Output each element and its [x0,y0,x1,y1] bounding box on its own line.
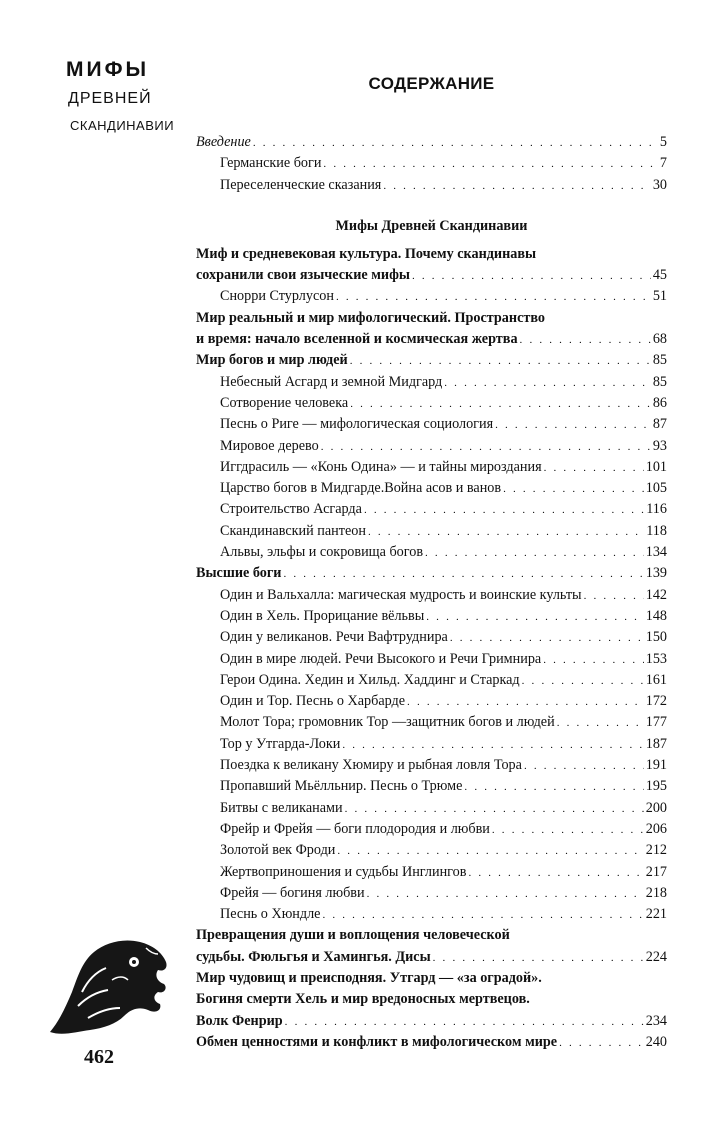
toc-entry-page: 191 [645,757,667,774]
toc-entry-page: 148 [645,607,667,624]
toc-entry-title: Строительство Асгарда [220,501,362,518]
toc-entry [196,542,667,563]
table-of-contents [196,132,667,1053]
toc-entry-title: Мир чудовищ и преисподняя. Утгард — «за оградой». [196,969,542,986]
toc-entry-title: Германские боги [220,155,322,172]
toc-entry-page: 85 [652,373,667,390]
dot-leader [503,479,644,499]
dot-leader [495,415,651,435]
toc-entries-list [196,244,667,1053]
dot-leader [350,394,651,414]
toc-entry-page: 30 [652,176,667,193]
toc-entry-title: Молот Тора; громовник Тор —защитник богов и людей [220,714,555,731]
toc-entry-page: 212 [645,842,667,859]
toc-entry-intro [196,132,667,153]
dot-leader [425,543,644,563]
toc-entry [196,499,667,520]
toc-entry-title: и время: начало вселенной и космическая жертва [196,331,518,348]
toc-entry-page: 172 [645,693,667,710]
dot-leader [522,671,644,691]
page-margin [0,0,190,1133]
toc-entry-title: Герои Одина. Хедин и Хильд. Хаддинг и Старкад [220,671,520,688]
dot-leader [444,373,651,393]
toc-entry-page: 217 [645,863,667,880]
toc-entry [196,372,667,393]
toc-entry-title: Альвы, эльфы и сокровища богов [220,544,424,561]
toc-entry [196,265,667,286]
toc-entry-title: Превращения души и воплощения человеческой [196,927,510,944]
dot-leader [345,799,644,819]
toc-entry-page: 187 [645,735,667,752]
toc-entry-title: Введение [196,134,251,150]
dot-leader [412,266,651,286]
toc-entry-title: Фрейя — богиня любви [220,884,365,901]
toc-entry-page: 5 [659,134,667,150]
toc-entry-title: Один и Вальхалла: магическая мудрость и воинские культы [220,586,582,603]
toc-entry-page: 206 [645,820,667,837]
toc-entry [196,393,667,414]
dot-leader [285,1012,644,1032]
dot-leader [342,735,643,755]
toc-entry [196,153,667,174]
toc-entry-title: Поездка к великану Хюмиру и рыбная ловля Тора [220,757,522,774]
dot-leader [524,756,644,776]
toc-entry-page: 85 [652,352,667,369]
toc-entry-title: Мировое дерево [220,437,319,454]
dot-leader [367,884,644,904]
toc-entry-page: 93 [652,437,667,454]
toc-entry-title: Фрейр и Фрейя — боги плодородия и любви [220,820,490,837]
toc-entry-title: Жертвоприношения и судьбы Инглингов [220,863,467,880]
toc-entry-page: 45 [652,267,667,284]
toc-entry-page: 150 [645,629,667,646]
toc-entry-page: 177 [645,714,667,731]
book-title-line3: СКАНДИНАВИИ [70,118,175,133]
toc-entry-title: Тор у Утгарда-Локи [220,735,341,752]
toc-entry-title: Снорри Стурлусон [220,288,334,305]
dot-leader [584,586,644,606]
toc-entry-page: 101 [645,458,667,475]
toc-entry [196,1032,667,1053]
dot-leader [543,650,644,670]
toc-entry [196,478,667,499]
toc-entry [196,968,667,989]
toc-entry-title: Высшие боги [196,565,282,582]
toc-entry-page: 218 [645,884,667,901]
toc-entry-title: Песнь о Хюндле [220,906,321,923]
toc-entry-page: 116 [646,501,667,518]
toc-entry [196,627,667,648]
toc-entry [196,649,667,670]
toc-entry [196,819,667,840]
toc-entry [196,734,667,755]
toc-entry [196,798,667,819]
toc-entry-title: Обмен ценностями и конфликт в мифологическом мире [196,1033,558,1050]
toc-entry-title: сохранили свои языческие мифы [196,267,410,284]
toc-entry [196,563,667,584]
toc-entry [196,776,667,797]
dot-leader [426,607,643,627]
dot-leader [337,841,643,861]
toc-entry-page: 68 [652,331,667,348]
toc-entry [196,862,667,883]
toc-entry [196,989,667,1010]
toc-entry [196,840,667,861]
dot-leader [407,692,644,712]
toc-entry [196,585,667,606]
dot-leader [433,948,644,968]
dot-leader [283,564,643,584]
contents-heading: СОДЕРЖАНИЕ [368,74,495,93]
toc-entry-page: 86 [652,394,667,411]
toc-entry-title: Один в мире людей. Речи Высокого и Речи Гримнира [220,650,542,667]
toc-entry-page: 153 [645,650,667,667]
toc-entry [196,244,667,265]
toc-entry [196,755,667,776]
dot-leader [559,1033,644,1053]
dot-leader [322,905,643,925]
toc-entry-page: 224 [645,948,667,965]
page-number: 462 [84,1046,114,1068]
toc-entry-page: 195 [645,778,667,795]
toc-entry-page: 7 [659,155,667,172]
toc-entry-title: Небесный Асгард и земной Мидгард [220,373,443,390]
toc-entry [196,883,667,904]
toc-entry-page: 161 [645,671,667,688]
toc-entry-title: Один у великанов. Речи Вафтруднира [220,629,448,646]
dot-leader [350,351,651,371]
dot-leader [368,522,644,542]
toc-entry-title: Мир реальный и мир мифологический. Пространство [196,309,546,326]
toc-entry-title: Сотворение человека [220,394,349,411]
dot-leader [464,777,643,797]
toc-entry [196,670,667,691]
dot-leader [544,458,644,478]
toc-entry [196,414,667,435]
toc-entry-page: 234 [645,1012,667,1029]
toc-entry [196,329,667,350]
toc-entry [196,1011,667,1032]
toc-entry-title: Переселенческие сказания [220,176,382,193]
dot-leader [253,133,658,153]
toc-entry-title: Царство богов в Мидгарде.Война асов и ванов [220,480,502,497]
toc-entry [196,308,667,329]
dot-leader [557,713,644,733]
dot-leader [520,330,651,350]
toc-entry-page: 142 [645,586,667,603]
toc-entry-title: Золотой век Фроди [220,842,336,859]
dot-leader [383,176,650,196]
toc-entry [196,436,667,457]
dot-leader [450,628,644,648]
toc-entry [196,606,667,627]
toc-entry-page: 200 [645,799,667,816]
dot-leader [323,154,657,174]
toc-entry [196,904,667,925]
toc-entry-title: Один и Тор. Песнь о Харбарде [220,693,406,710]
toc-entry-title: Скандинавский пантеон [220,522,366,539]
dot-leader [336,287,651,307]
toc-entry-title: Песнь о Риге — мифологическая социология [220,416,494,433]
toc-entry-page: 118 [646,522,667,539]
toc-entry [196,286,667,307]
book-title-line1: МИФЫ [66,58,150,81]
toc-entry-page: 105 [645,480,667,497]
dot-leader [364,500,644,520]
toc-entry-title: Волк Фенрир [196,1012,283,1029]
toc-entry [196,712,667,733]
toc-entry-title: Один в Хель. Прорицание вёльвы [220,607,425,624]
toc-entry [196,925,667,946]
toc-entry [196,947,667,968]
dot-leader [321,437,651,457]
toc-entry-page: 221 [645,906,667,923]
toc-entry-page: 51 [652,288,667,305]
toc-entry-title: Пропавший Мьёлльнир. Песнь о Трюме [220,778,463,795]
toc-entry [196,175,667,196]
toc-entry-page: 240 [645,1033,667,1050]
toc-entry-title: Миф и средневековая культура. Почему скандинавы [196,245,537,262]
dot-leader [492,820,644,840]
toc-entry-title: Иггдрасиль — «Конь Одина» — и тайны мироздания [220,458,542,475]
toc-entry-page: 139 [645,565,667,582]
toc-entry-title: судьбы. Фюльгья и Хамингья. Дисы [196,948,431,965]
book-title-line2: ДРЕВНЕЙ [68,90,152,107]
toc-entry [196,457,667,478]
toc-entry-title: Богиня смерти Хель и мир вредоносных мертвецов. [196,991,530,1008]
dot-leader [468,863,643,883]
toc-entry-title: Мир богов и мир людей [196,352,348,369]
toc-entry [196,521,667,542]
toc-entry [196,350,667,371]
section-title: Мифы Древней Скандинавии [335,217,528,234]
toc-entry-page: 134 [645,544,667,561]
toc-entry-page: 87 [652,416,667,433]
toc-entry-title: Битвы с великанами [220,799,343,816]
toc-entry [196,691,667,712]
dragon-head-ornament-icon [42,932,170,1038]
